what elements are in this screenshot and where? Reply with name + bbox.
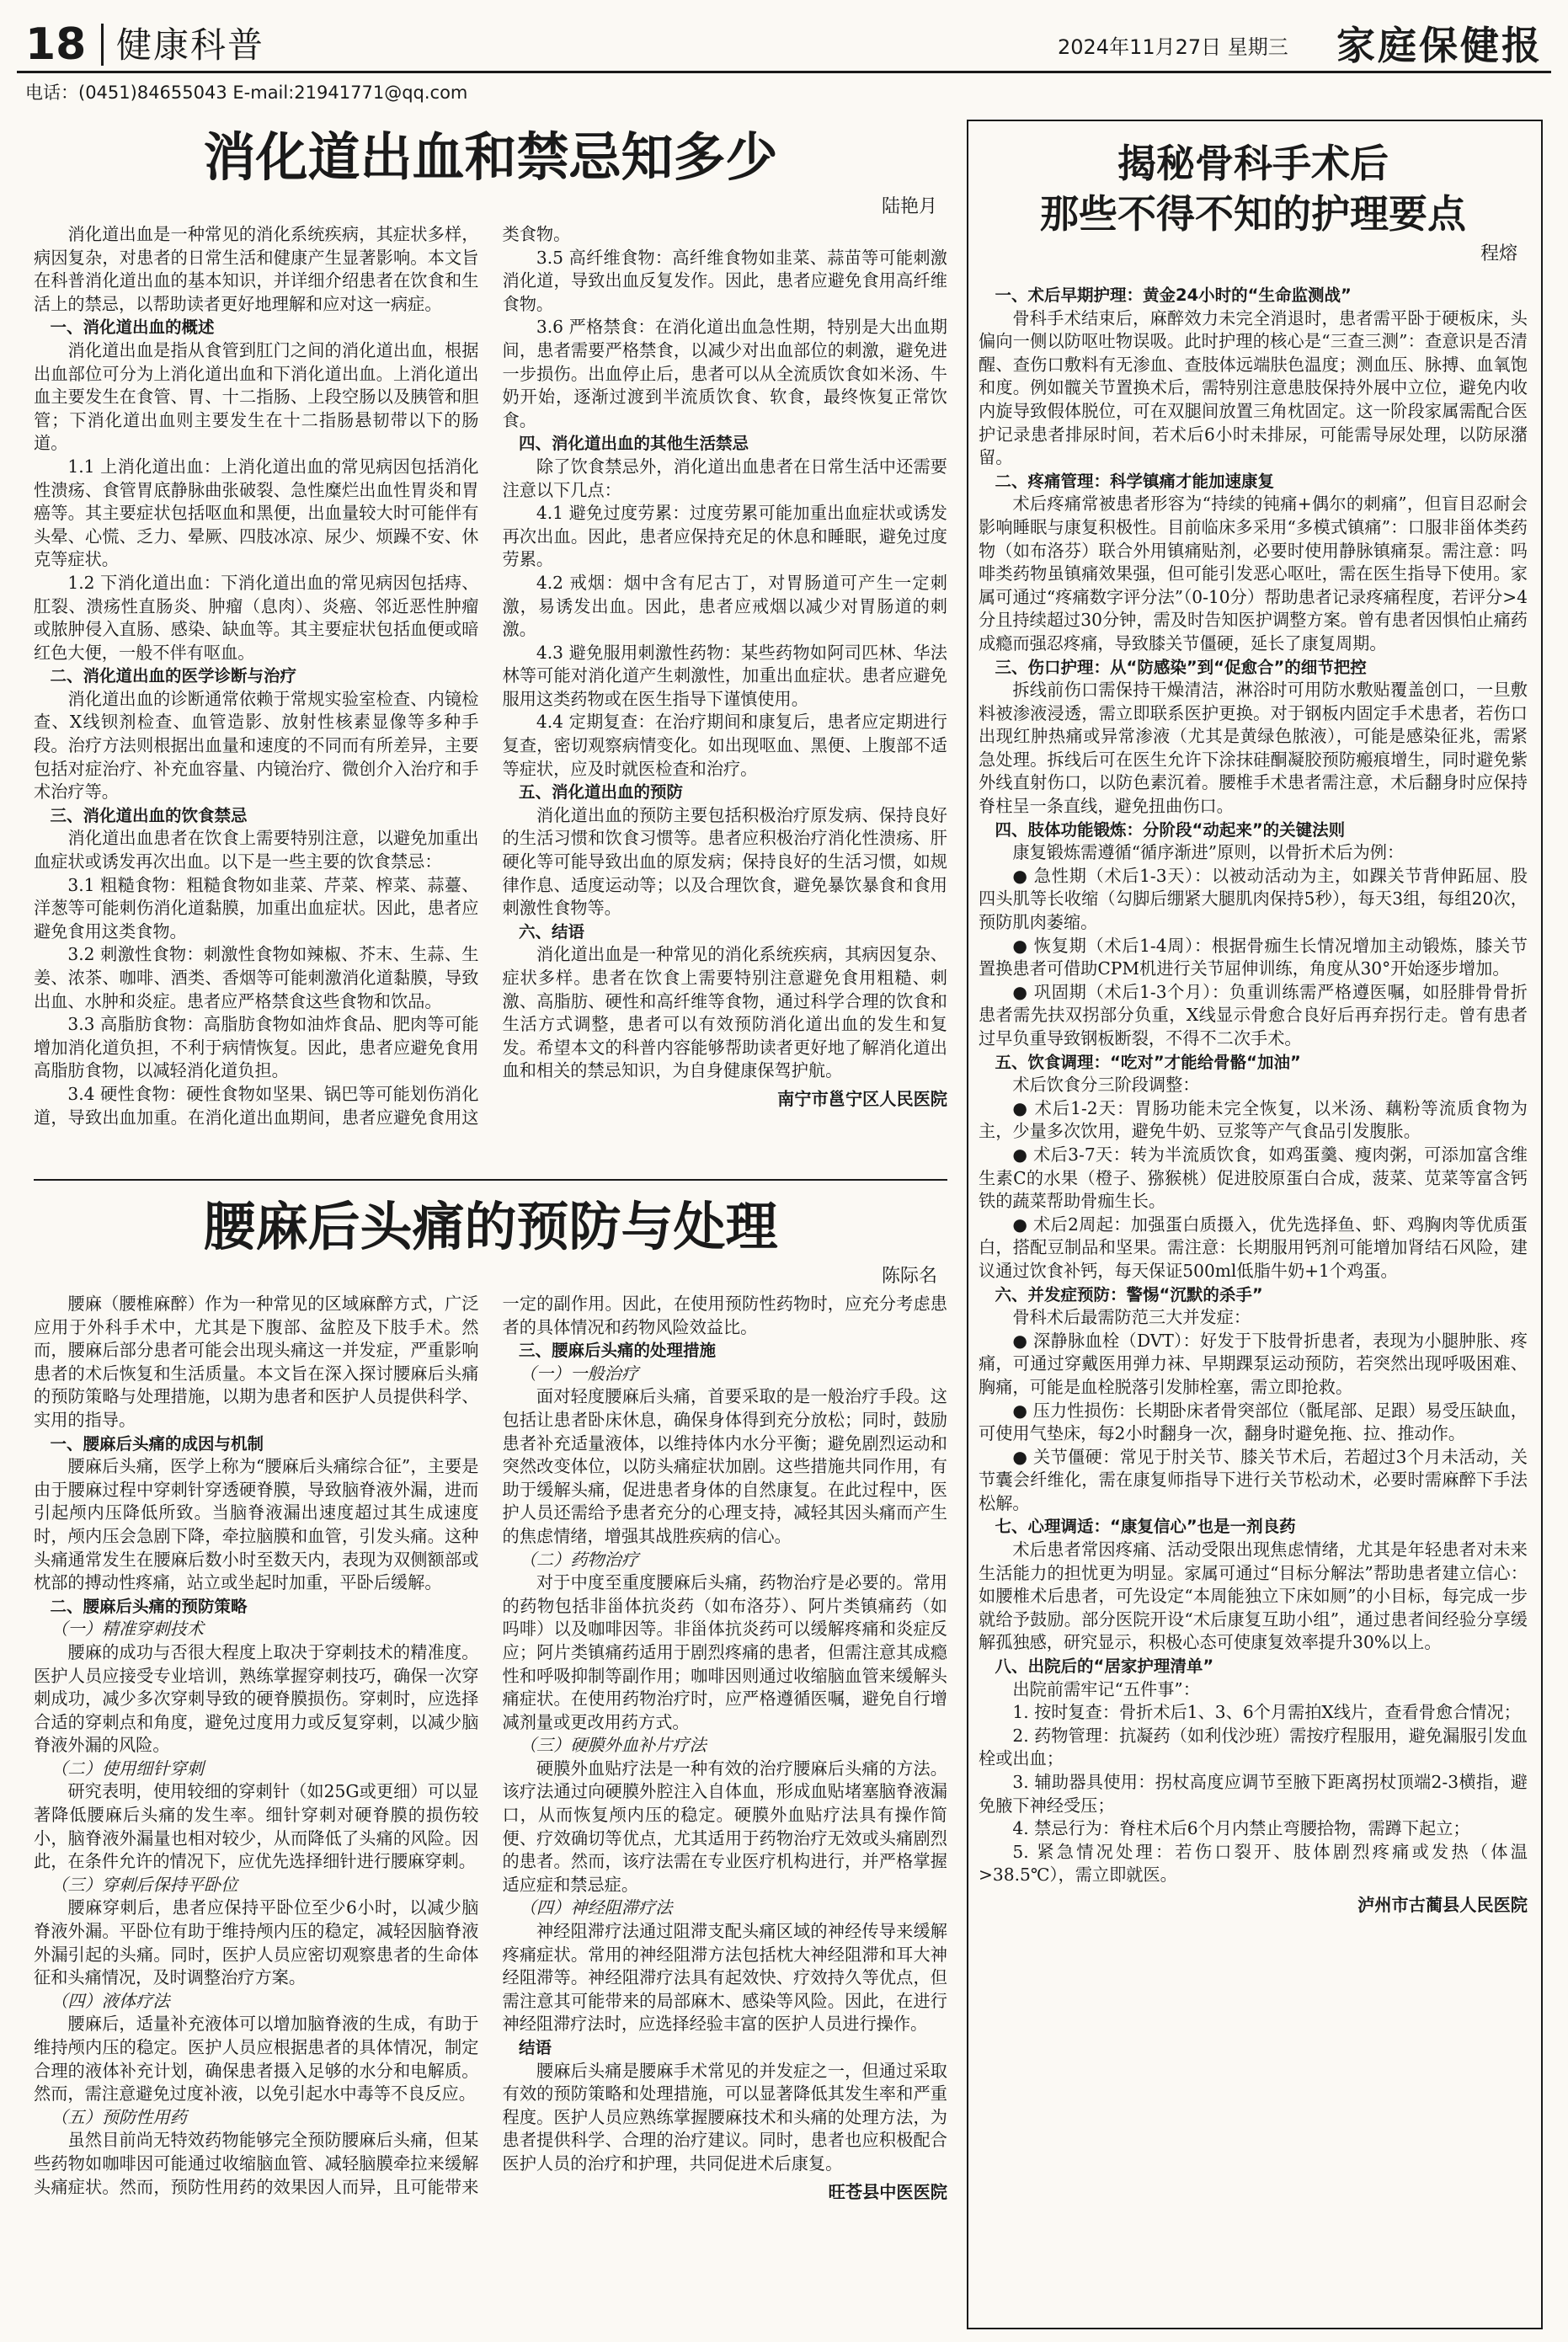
paragraph: 3.3 高脂肪食物：高脂肪食物如油炸食品、肥肉等可能增加消化道负担，不利于病情恢复。因此，患者应避免食用高脂肪食物，以减轻消化道负担。 — [34, 1014, 479, 1081]
paragraph: 3.4 硬性食物：硬性食物如坚果、锅巴等可能划伤消化道，导致出血加重。在消化道出血期间，患者应避免食用这类食物。 — [34, 224, 571, 1128]
paragraph: 消化道出血是一种常见的消化系统疾病，其症状多样，病因复杂，对患者的日常生活和健康产生显著影响。本文旨在科普消化道出血的基本知识，并详细介绍患者在饮食和生活上的禁忌，以帮助读者更好地理解和应对这一病症。 — [34, 224, 479, 314]
newspaper-name: 家庭保健报 — [1336, 23, 1543, 68]
paragraph: ● 巩固期（术后1-3个月）：负重训练需严格遵医嘱，如胫腓骨骨折患者需先扶双拐部分负重，X线显示骨愈合良好后再弃拐行走。曾有患者过早负重导致钢板断裂，不得不二次手术。 — [979, 981, 1528, 1048]
paragraph: 3.5 高纤维食物：高纤维食物如韭菜、蒜苗等可能刺激消化道，导致出血反复发作。因此，患者应避免食用高纤维食物。 — [502, 247, 947, 314]
section-heading: 六、并发症预防：警惕“沉默的杀手” — [995, 1284, 1263, 1304]
section-heading: 五、消化道出血的预防 — [519, 782, 684, 803]
paragraph: 腰麻的成功与否很大程度上取决于穿刺技术的精准度。医护人员应接受专业培训，熟练掌握穿刺技巧，确保一次穿刺成功，减少多次穿刺导致的硬脊膜损伤。穿刺时，应选择合适的穿刺点和角度，避免过度用力或反复穿刺，以减少脑脊液外漏的风险。 — [34, 1641, 479, 1756]
section-heading: 二、消化道出血的医学诊断与治疗 — [50, 666, 297, 686]
paragraph: 4.1 避免过度劳累：过度劳累可能加重出血症状或诱发再次出血。因此，患者应保持充足的休息和睡眠，避免过度劳累。 — [502, 503, 947, 570]
paragraph: 神经阻滞疗法通过阻滞支配头痛区域的神经传导来缓解疼痛症状。常用的神经阻滞方法包括枕大神经阻滞和耳大神经阻滞等。神经阻滞疗法具有起效快、疗效持久等优点，但需注意其可能带来的局部麻木、感染等风险。因此，在进行神经阻滞疗法时，应选择经验丰富的医护人员进行操作。 — [502, 1921, 947, 2035]
author-affiliation: 南宁市邕宁区人民医院 — [777, 1088, 947, 1109]
paragraph: 4. 禁忌行为：脊柱术后6个月内禁止弯腰拾物，需蹲下起立； — [1012, 1818, 1470, 1839]
issue-date: 2024年11月27日 星期三 — [1058, 35, 1288, 59]
article-title: 消化道出血和禁忌知多少 — [203, 126, 778, 188]
section-heading: 五、饮食调理：“吃对”才能给骨骼“加油” — [995, 1052, 1301, 1072]
paragraph: 硬膜外血贴疗法是一种有效的治疗腰麻后头痛的方法。该疗法通过向硬膜外腔注入自体血，形成血贴堵塞脑脊液漏口，从而恢复颅内压的稳定。硬膜外血贴疗法具有操作简便、疗效确切等优点，尤其适用于药物治疗无效或头痛剧烈的患者。然而，该疗法需在专业医疗机构进行，并严格掌握适应症和禁忌症。 — [502, 1758, 947, 1895]
paragraph: ● 恢复期（术后1-4周）：根据骨痂生长情况增加主动锻炼，膝关节置换患者可借助CPM机进行关节屈伸训练，角度从30°开始逐步增加。 — [979, 935, 1528, 979]
paragraph: 术后疼痛常被患者形容为“持续的钝痛+偶尔的刺痛”，但盲目忍耐会影响睡眠与康复积极性。目前临床多采用“多模式镇痛”：口服非甾体类药物（如布洛芬）联合外用镇痛贴剂，必要时使用静脉镇痛泵。需注意：吗啡类药物虽镇痛效果强，但可能引发恶心呕吐，需在医生指导下使用。家属可通过“疼痛数字评分法”（0-10分）帮助患者记录疼痛程度，若评分>4分且持续超过30分钟，需及时告知医护调整方案。曾有患者因惧怕止痛药成瘾而强忍疼痛，导致膝关节僵硬，延长了康复周期。 — [979, 493, 1528, 654]
paragraph: 术后患者常因疼痛、活动受限出现焦虑情绪，尤其是年轻患者对未来生活能力的担忧更为明显。家属可通过“目标分解法”帮助患者建立信心：如腰椎术后患者，可先设定“本周能独立下床如厕”的小目标，每完成一步就给予鼓励。部分医院开设“术后康复互助小组”，通过患者间经验分享缓解孤独感，研究显示，积极心态可使康复效率提升30%以上。 — [979, 1539, 1528, 1653]
paragraph: ● 关节僵硬：常见于肘关节、膝关节术后，若超过3个月未活动，关节囊会纤维化，需在康复师指导下进行关节松动术，必要时需麻醉下手法松解。 — [979, 1446, 1528, 1513]
paragraph: 消化道出血的诊断通常依赖于常规实验室检查、内镜检查、X线钡剂检查、血管造影、放射性核素显像等多种手段。治疗方法则根据出血量和速度的不同而有所差异，主要包括对症治疗、补充血容量、内镜治疗、微创介入治疗和手术治疗等。 — [34, 688, 479, 803]
paragraph: 康复锻炼需遵循“循序渐进”原则，以骨折术后为例： — [1012, 842, 1405, 863]
paragraph: 除了饮食禁忌外，消化道出血患者在日常生活中还需要注意以下几点： — [502, 456, 947, 500]
article-title: 腰麻后头痛的预防与处理 — [203, 1196, 778, 1257]
paragraph: 5. 紧急情况处理：若伤口裂开、肢体剧烈疼痛或发热（体温>38.5℃），需立即就医。 — [979, 1841, 1528, 1886]
section-heading: 一、消化道出血的概述 — [50, 317, 215, 338]
section-heading: 二、疼痛管理：科学镇痛才能加速康复 — [995, 471, 1275, 491]
paragraph: 虽然目前尚无特效药物能够完全预防腰麻后头痛，但某些药物如咖啡因可能通过收缩脑血管、减轻脑膜牵拉来缓解头痛症状。然而，预防性用药的效果因人而异，且可能带来一定的副作用。因此，在使用预防性药物时，应充分考虑患者的具体情况和药物风险效益比。 — [34, 1294, 947, 2197]
section-heading: 八、出院后的“居家护理清单” — [995, 1656, 1214, 1677]
paragraph: ● 术后3-7天：转为半流质饮食，如鸡蛋羹、瘦肉粥，可添加富含维生素C的水果（橙子、猕猴桃）促进胶原蛋白合成，菠菜、苋菜等富含钙铁的蔬菜帮助骨痂生长。 — [979, 1144, 1528, 1212]
section-heading: 三、腰麻后头痛的处理措施 — [519, 1341, 717, 1361]
paragraph: 腰麻后，适量补充液体可以增加脑脊液的生成，有助于维持颅内压的稳定。医护人员应根据患者的具体情况，制定合理的液体补充计划，确保患者摄入足够的水分和电解质。然而，需注意避免过度补液，以免引起水中毒等不良反应。 — [34, 2014, 479, 2105]
paragraph: 腰麻后头痛，医学上称为“腰麻后头痛综合征”，主要是由于腰麻过程中穿刺针穿透硬脊膜，导致脑脊液外漏，进而引起颅内压降低所致。当脑脊液漏出速度超过其生成速度时，颅内压会急剧下降，牵拉脑膜和血管，引发头痛。这种头痛通常发生在腰麻后数小时至数天内，表现为双侧额部或枕部的搏动性疼痛，站立或坐起时加重，平卧后缓解。 — [34, 1456, 479, 1593]
subsection-heading: （一）一般治疗 — [519, 1363, 639, 1384]
paragraph: 1.2 下消化道出血：下消化道出血的常见病因包括痔、肛裂、溃疡性直肠炎、肿瘤（息肉）、炎癌、邻近恶性肿瘤或脓肿侵入直肠、感染、缺血等。其主要症状包括血便或暗红色大便，一般不伴有呕血。 — [34, 572, 479, 663]
section-heading: 四、消化道出血的其他生活禁忌 — [519, 434, 749, 454]
subsection-heading: （四）液体疗法 — [51, 1990, 170, 2011]
paragraph: 3.6 严格禁食：在消化道出血急性期，特别是大出血期间，患者需要严格禁食，以减少对出血部位的刺激，避免进一步损伤。出血停止后，患者可以从全流质饮食如米汤、牛奶开始，逐渐过渡到半流质饮食、软食，最终恢复正常饮食。 — [502, 317, 947, 430]
paragraph: 1.1 上消化道出血：上消化道出血的常见病因包括消化性溃疡、食管胃底静脉曲张破裂、急性糜烂出血性胃炎和胃癌等。其主要症状包括呕血和黑便，出血量较大时可能伴有头晕、心慌、乏力、晕厥、四肢冰凉、尿少、烦躁不安、休克等症状。 — [34, 456, 479, 570]
paragraph: ● 急性期（术后1-3天）：以被动活动为主，如踝关节背伸跖屈、股四头肌等长收缩（勾脚后绷紧大腿肌肉保持5秒），每天3组，每组20次，预防肌肉萎缩。 — [979, 865, 1528, 933]
paragraph: 腰麻穿刺后，患者应保持平卧位至少6小时，以减少脑脊液外漏。平卧位有助于维持颅内压的稳定，减轻因脑脊液外漏引起的头痛。同时，医护人员应密切观察患者的生命体征和头痛情况，及时调整治疗方案。 — [34, 1897, 479, 1988]
paragraph: 消化道出血患者在饮食上需要特别注意，以避免加重出血症状或诱发再次出血。以下是一些主要的饮食禁忌： — [34, 828, 479, 872]
paragraph: 骨科术后最需防范三大并发症： — [1012, 1307, 1251, 1328]
paragraph: 消化道出血是指从食管到肛门之间的消化道出血，根据出血部位可分为上消化道出血和下消化道出血。上消化道出血主要发生在食管、胃、十二指肠、上段空肠以及胰管和胆管；下消化道出血则主要发生在十二指肠悬韧带以下的肠道。 — [34, 339, 479, 454]
article-title-line2: 那些不得不知的护理要点 — [1040, 191, 1466, 237]
article-spinal-headache — [34, 1189, 947, 2330]
paragraph: ● 压力性损伤：长期卧床者骨突部位（骶尾部、足跟）易受压缺血，可使用气垫床，每2小时翻身一次，翻身时避免拖、拉、推动作。 — [979, 1400, 1528, 1444]
header-divider — [101, 24, 104, 66]
contact-line: 电话：(0451)84655043 E-mail:21941771@qq.com — [25, 83, 468, 103]
paragraph: 2. 药物管理：抗凝药（如利伐沙班）需按疗程服用，避免漏服引发血栓或出血； — [979, 1725, 1528, 1769]
section-heading: 三、伤口护理：从“防感染”到“促愈合”的细节把控 — [995, 657, 1367, 677]
author-affiliation: 旺苍县中医医院 — [828, 2181, 947, 2202]
article-body — [979, 284, 1528, 1918]
paragraph: 4.2 戒烟：烟中含有尼古丁，对胃肠道可产生一定刺激，易诱发出血。因此，患者应戒烟以减少对胃肠道的刺激。 — [502, 572, 947, 640]
paragraph: 消化道出血是一种常见的消化系统疾病，其病因复杂、症状多样。患者在饮食上需要特别注意避免食用粗糙、刺激、高脂肪、硬性和高纤维等食物，通过科学合理的饮食和生活方式调整，患者可以有效预防消化道出血的发生和复发。希望本文的科普内容能够帮助读者更好地了解消化道出血和相关的禁忌知识，为自身健康保驾护航。 — [502, 944, 947, 1081]
author-affiliation: 泸州市古蔺县人民医院 — [1357, 1894, 1528, 1915]
paragraph: 4.4 定期复查：在治疗期间和康复后，患者应定期进行复查，密切观察病情变化。如出现呕血、黑便、上腹部不适等症状，应及时就医检查和治疗。 — [502, 712, 947, 779]
subsection-heading: （五）预防性用药 — [51, 2106, 187, 2127]
article-separator — [34, 1179, 947, 1181]
paragraph: 骨科手术结束后，麻醉效力未完全消退时，患者需平卧于硬板床，头偏向一侧以防呕吐物误吸。此时护理的核心是“三查三测”：查意识是否清醒、查伤口敷料有无渗血、查肢体远端肤色温度；测血压、脉搏、血氧饱和度。例如髋关节置换术后，需特别注意患肢保持外展中立位，避免内收内旋导致假体脱位，可在双腿间放置三角枕固定。这一阶段家属需配合医护记录患者排尿时间，若术后6小时未排尿，可能需导尿处理，以防尿潴留。 — [979, 307, 1528, 468]
section-heading: 二、腰麻后头痛的预防策略 — [50, 1596, 248, 1616]
paragraph: 4.3 避免服用刺激性药物：某些药物如阿司匹林、华法林等可能对消化道产生刺激性，加重出血症状。患者应避免服用这类药物或在医生指导下谨慎使用。 — [502, 642, 947, 709]
article-title-line1: 揭秘骨科手术后 — [1117, 141, 1389, 186]
article-body — [34, 223, 947, 1141]
paragraph: ● 术后2周起：加强蛋白质摄入，优先选择鱼、虾、鸡胸肉等优质蛋白，搭配豆制品和坚果。需注意：长期服用钙剂可能增加肾结石风险，建议通过饮食补钙，每天保证500ml低脂牛奶+1个鸡蛋。 — [979, 1214, 1528, 1281]
section-heading: 六、结语 — [519, 921, 585, 942]
paragraph: ● 术后1-2天：胃肠功能未完全恢复，以米汤、藕粉等流质食物为主，少量多次饮用，避免牛奶、豆浆等产气食品引发腹胀。 — [979, 1097, 1528, 1142]
section-heading: 三、消化道出血的饮食禁忌 — [50, 805, 248, 825]
paragraph: 3.1 粗糙食物：粗糙食物如韭菜、芹菜、榨菜、蒜薹、洋葱等可能刺伤消化道黏膜，加重出血症状。因此，患者应避免食用这类食物。 — [34, 874, 479, 942]
page-header — [17, 19, 1551, 73]
subsection-heading: （二）使用细针穿刺 — [51, 1758, 204, 1779]
subsection-heading: （三）穿刺后保持平卧位 — [51, 1874, 238, 1895]
paragraph: 面对轻度腰麻后头痛，首要采取的是一般治疗手段。这包括让患者卧床休息，确保身体得到充分放松；同时，鼓励患者补充适量液体，以维持体内水分平衡；避免剧烈运动和突然改变体位，以防头痛症状加剧。这些措施共同作用，有助于缓解头痛，促进患者身体的自然康复。在此过程中，医护人员还需给予患者充分的心理支持，减轻其因头痛而产生的焦虑情绪，增强其战胜疾病的信心。 — [502, 1386, 947, 1546]
paragraph: 术后饮食分三阶段调整： — [1012, 1075, 1200, 1096]
paragraph: 出院前需牢记“五件事”： — [1012, 1678, 1200, 1699]
section-heading: 七、心理调适：“康复信心”也是一剂良药 — [995, 1517, 1296, 1537]
article-ortho-nursing — [979, 126, 1528, 2320]
subsection-heading: （三）硬膜外血补片疗法 — [519, 1735, 707, 1756]
article-body — [34, 1293, 947, 2303]
page-number: 18 — [25, 19, 87, 70]
paragraph: ● 深静脉血栓（DVT）：好发于下肢骨折患者，表现为小腿肿胀、疼痛，可通过穿戴医用弹力袜、早期踝泵运动预防，若突然出现呼吸困难、胸痛，可能是血栓脱落引发肺栓塞，需立即抢救。 — [979, 1330, 1528, 1397]
section-heading: 一、术后早期护理：黄金24小时的“生命监测战” — [995, 285, 1352, 305]
article-author: 程熔 — [1480, 243, 1517, 264]
subsection-heading: （一）精准穿刺技术 — [51, 1619, 204, 1640]
paragraph: 腰麻（腰椎麻醉）作为一种常见的区域麻醉方式，广泛应用于外科手术中，尤其是下腹部、盆腔及下肢手术。然而，腰麻后部分患者可能会出现头痛这一并发症，严重影响患者的术后恢复和生活质量。本文旨在深入探讨腰麻后头痛的预防策略与处理措施，以期为患者和医护人员提供科学、实用的指导。 — [34, 1294, 479, 1430]
section-heading: 四、肢体功能锻炼：分阶段“动起来”的关键法则 — [995, 819, 1346, 840]
section-heading: 一、腰麻后头痛的成因与机制 — [50, 1433, 264, 1454]
article-author: 陈际名 — [881, 1266, 937, 1287]
subsection-heading: （四）神经阻滞疗法 — [519, 1897, 673, 1918]
section-title: 健康科普 — [116, 24, 265, 66]
paragraph: 3.2 刺激性食物：刺激性食物如辣椒、芥末、生蒜、生姜、浓茶、咖啡、酒类、香烟等可能刺激消化道黏膜，导致出血、水肿和炎症。患者应严格禁食这些食物和饮品。 — [34, 944, 479, 1011]
subsection-heading: （二）药物治疗 — [519, 1549, 639, 1570]
paragraph: 1. 按时复查：骨折术后1、3、6个月需拍X线片，查看骨愈合情况； — [1012, 1702, 1521, 1723]
paragraph: 3. 辅助器具使用：拐杖高度应调节至腋下距离拐杖顶端2-3横指，避免腋下神经受压； — [979, 1772, 1528, 1816]
paragraph: 消化道出血的预防主要包括积极治疗原发病、保持良好的生活习惯和饮食习惯等。患者应积极治疗消化性溃疡、肝硬化等可能导致出血的原发病；保持良好的生活习惯，如规律作息、适度运动等；以及合理饮食，避免暴饮暴食和食用刺激性食物等。 — [502, 804, 947, 919]
section-heading: 结语 — [519, 2038, 552, 2057]
paragraph: 研究表明，使用较细的穿刺针（如25G或更细）可以显著降低腰麻后头痛的发生率。细针穿刺对硬脊膜的损伤较小，脑脊液外漏量也相对较少，从而降低了头痛的风险。因此，在条件允许的情况下，应优先选择细针进行腰麻穿刺。 — [34, 1781, 479, 1872]
paragraph: 对于中度至重度腰麻后头痛，药物治疗是必要的。常用的药物包括非甾体抗炎药（如布洛芬）、阿片类镇痛药（如吗啡）以及咖啡因等。非甾体抗炎药可以缓解疼痛和炎症反应；阿片类镇痛药适用于剧烈疼痛的患者，但需注意其成瘾性和呼吸抑制等副作用；咖啡因则通过收缩脑血管来缓解头痛症状。在使用药物治疗时，应严格遵循医嘱，避免自行增减剂量或更改用药方式。 — [502, 1572, 947, 1732]
article-gi-bleeding — [34, 118, 947, 1166]
paragraph: 拆线前伤口需保持干燥清洁，淋浴时可用防水敷贴覆盖创口，一旦敷料被渗液浸透，需立即联系医护更换。对于钢板内固定手术患者，若伤口出现红肿热痛或异常渗液（尤其是黄绿色脓液），可能是感染征兆，需紧急处理。拆线后可在医生允许下涂抹硅酮凝胶预防瘢痕增生，同时避免紫外线直射伤口，以防色素沉着。腰椎手术患者需注意，术后翻身时应保持脊柱呈一条直线，避免扭曲伤口。 — [979, 680, 1528, 817]
article-author: 陆艳月 — [881, 196, 937, 217]
paragraph: 腰麻后头痛是腰麻手术常见的并发症之一，但通过采取有效的预防策略和处理措施，可以显著降低其发生率和严重程度。医护人员应熟练掌握腰麻技术和头痛的处理方法，为患者提供科学、合理的治疗建议。同时，患者也应积极配合医护人员的治疗和护理，共同促进术后康复。 — [502, 2060, 947, 2174]
